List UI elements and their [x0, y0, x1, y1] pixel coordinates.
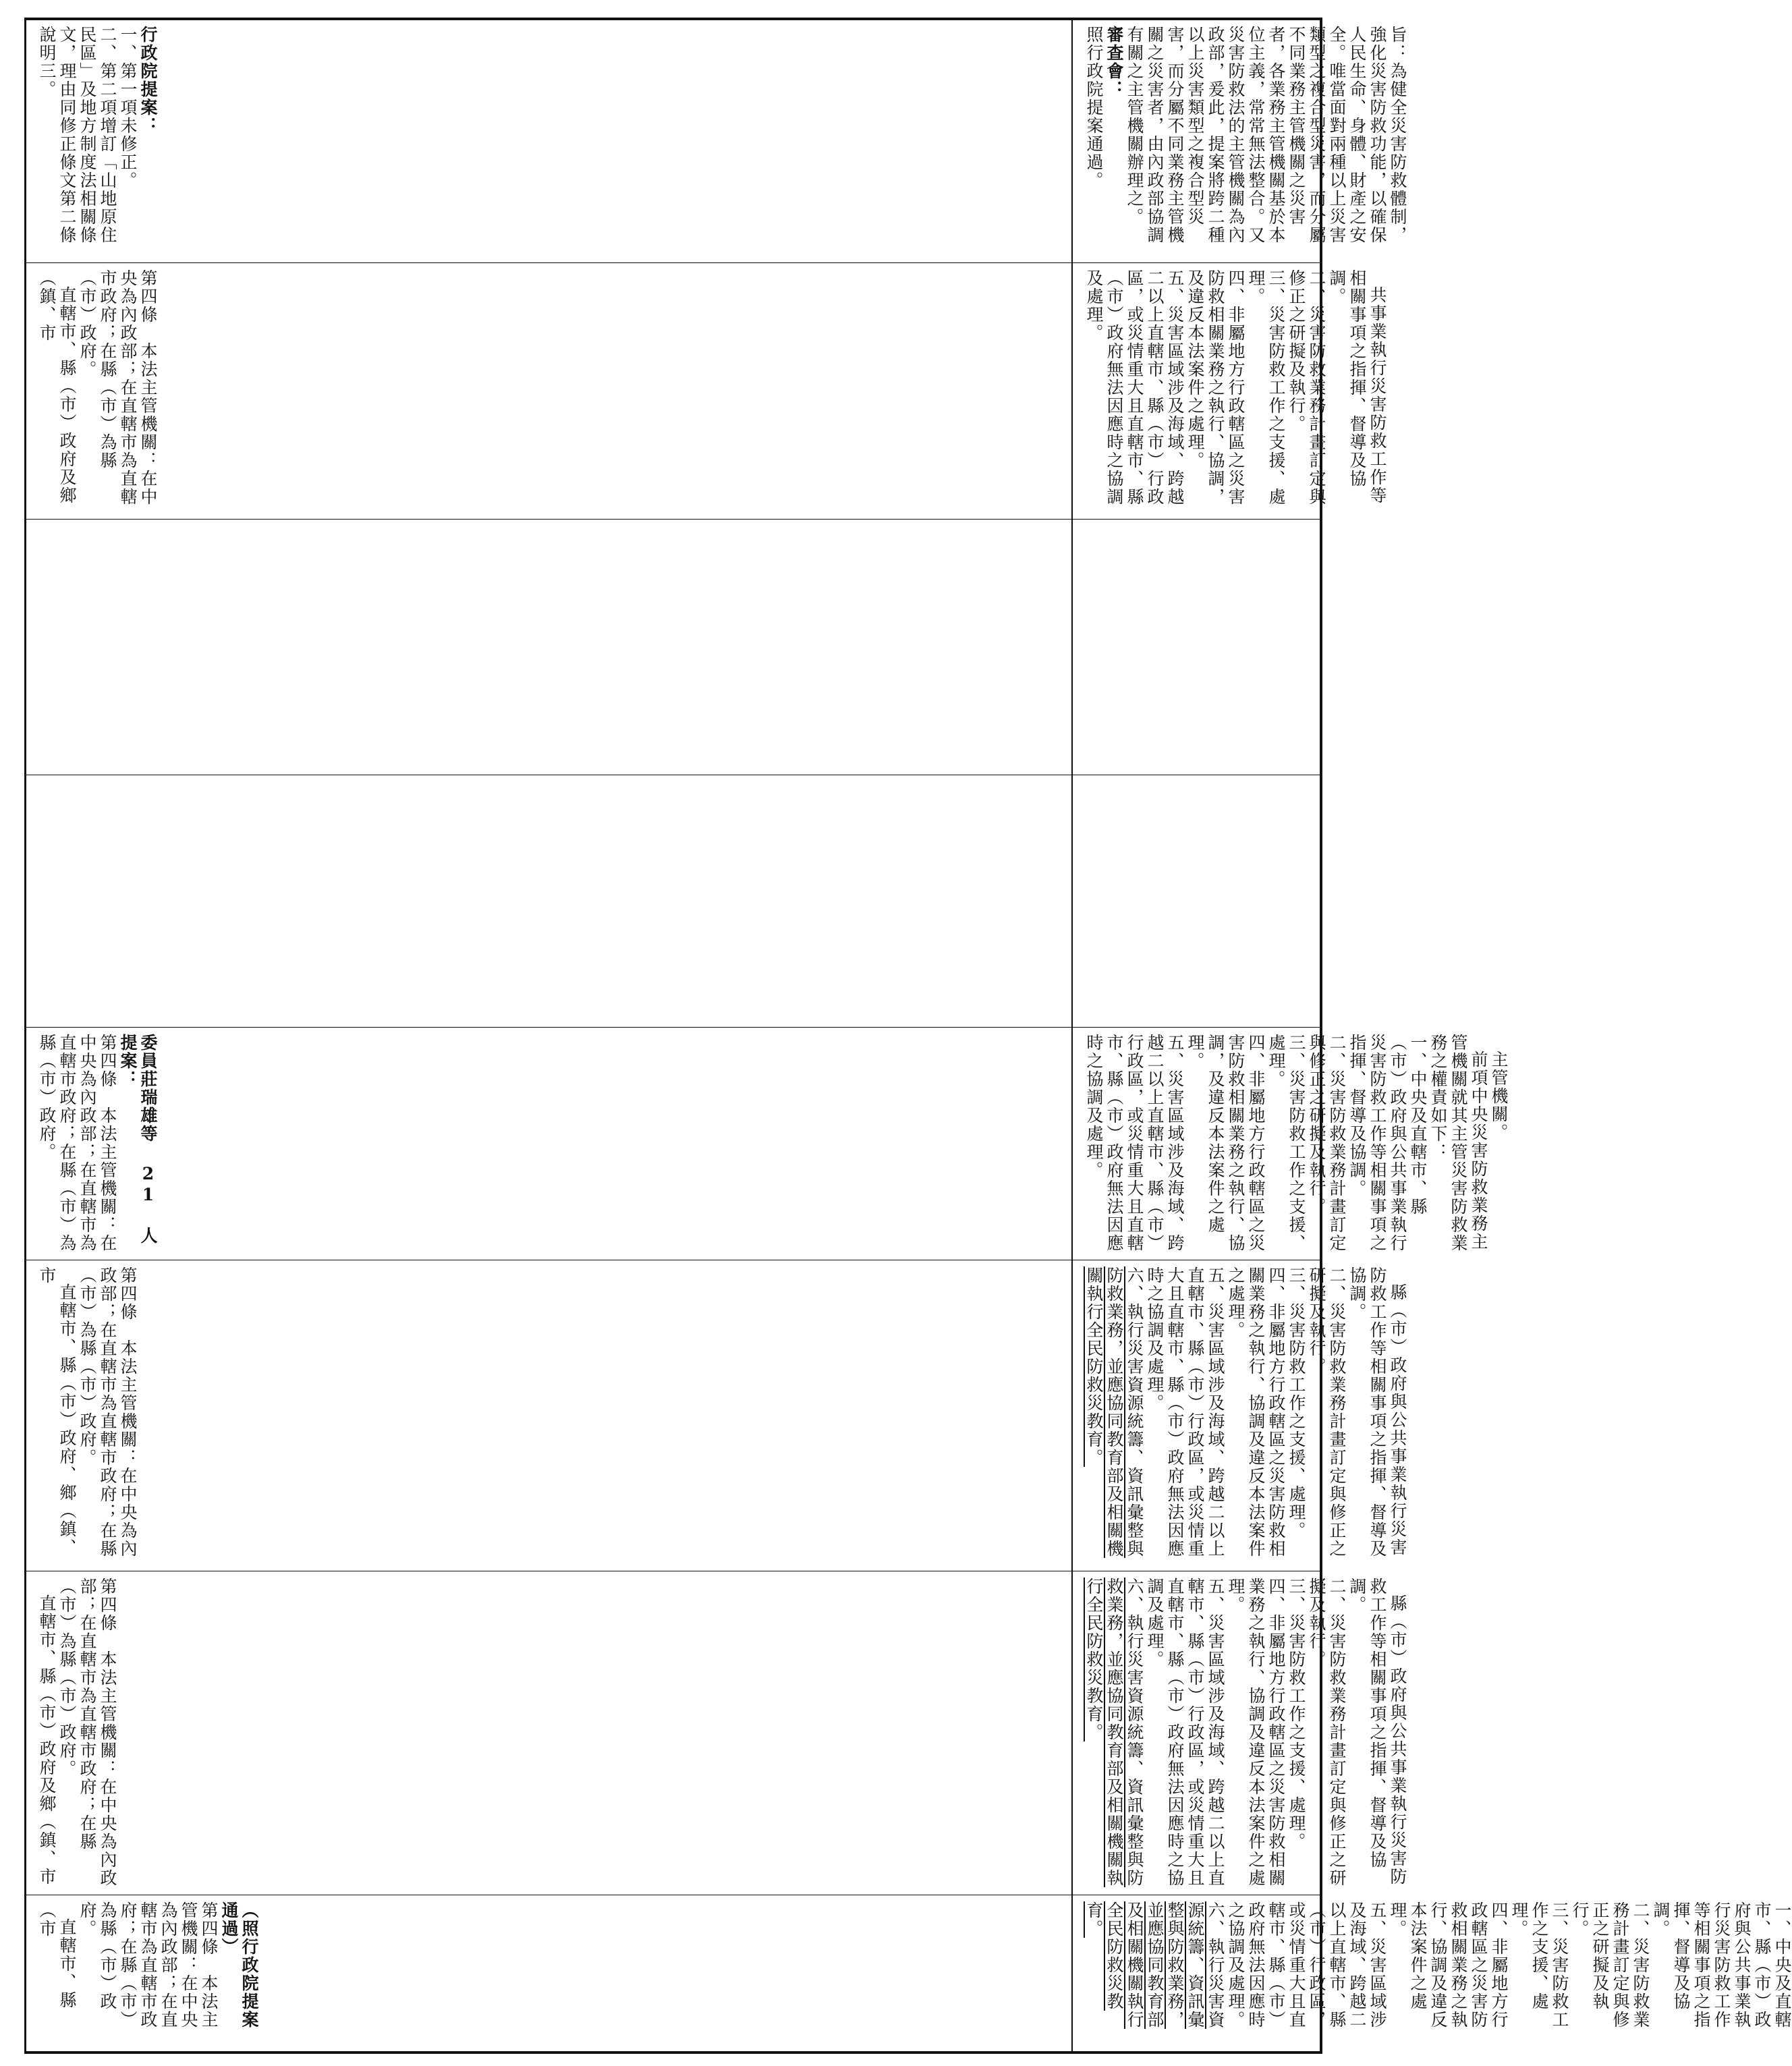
paragraph: 行政院提案：	[138, 26, 158, 135]
cell-text	[36, 269, 158, 512]
paragraph: 三、災害防救工作之支援、處理。	[1287, 1266, 1306, 1540]
paragraph: 二、災害防救業務計畫訂定與修正之研擬及執行。	[1570, 1901, 1650, 2029]
cell-row2-col-6	[36, 526, 1061, 768]
table-rule	[24, 18, 26, 2054]
cell-text	[1084, 1266, 1407, 1564]
paragraph: 三、災害防救工作之支援、處理。	[1266, 1034, 1306, 1252]
paragraph: 前項中央災害防救業務主管機關就其主管災害防救業務之權責如下：	[1428, 1034, 1488, 1252]
table-rule	[26, 1027, 1321, 1028]
paragraph: 五、災害區域涉及海域、跨越二以上直轄市、縣（市）行政區，或災情重大且直轄市、縣（市）政府無法因應時之協調及處理。	[1226, 1901, 1387, 2029]
paragraph: 五、災害區域涉及海域、跨越二以上直轄市、縣（市）行政區，或災情重大且直轄市、縣（市）政府無法因應時之協調及處理。	[1145, 1578, 1225, 1887]
paragraph: 二、災害防救業務計畫訂定與修正之研擬及執行。	[1307, 1034, 1347, 1252]
cell-text	[36, 1034, 158, 1253]
cell-row1-col-1	[1084, 1901, 1792, 2044]
paragraph: 第四條 本法主管機關：在中央為內政部；在直轄市為直轄市政府；在縣（市）為縣（市）政府。	[78, 1901, 219, 2029]
cell-row2-col-4	[36, 1034, 1061, 1253]
paragraph: 二、災害防救業務計畫訂定與修正之研擬及執行。	[1307, 1578, 1347, 1887]
paragraph: 五、災害區域涉及海域、跨越二以上直轄市、縣（市）行政區，或災情重大且直轄市、縣（市）政府無法因應時之協調及處理。	[1145, 1266, 1225, 1558]
cell-row1-col-6	[1084, 526, 1310, 768]
cell-row2-col-5	[36, 781, 1061, 1020]
paragraph: 四、非屬地方行政轄區之災害防救相關業務之執行、協調及違反本法案件之處理。	[1226, 1266, 1286, 1558]
paragraph: 縣（市）政府與公共事業執行災害防救工作等相關事項之指揮、督導及協調。	[1347, 1266, 1407, 1558]
paragraph: 二、第二項增訂「山地原住民區」及地方制度法相關條文，理由同修正條文第二條說明三。	[37, 26, 117, 244]
cell-row2-col-1	[36, 1901, 1061, 2044]
paragraph: 四、非屬地方行政轄區之災害防救相關業務之執行、協調，及違反本法案件之處理。	[1185, 269, 1245, 506]
paragraph: 五、災害區域涉及海域、跨越二以上直轄市、縣（市）行政區，或災情重大且直轄市、縣（市）政府無法因應時之協調及處理。	[1084, 269, 1185, 506]
paragraph: 第四條 本法主管機關：在中央為內政部；在直轄市為直轄市政府；在縣（市）為縣（市）政府。	[78, 1266, 138, 1558]
cell-text	[1084, 1034, 1509, 1253]
paragraph: 六、執行災害資源統籌、資訊彙整與防救業務，並應協同教育部及相關機關執行全民防救災教育。	[1084, 1901, 1225, 2029]
paragraph: 六、執行災害資源統籌、資訊彙整與防救業務，並應協同教育部及相關機關執行全民防救災教育。	[1084, 1266, 1144, 1558]
cell-row2-col-7	[36, 269, 1061, 512]
paragraph: 直轄市、縣（市）政府及鄉（鎮、市	[37, 1594, 57, 1886]
paragraph: 一、中央及直轄市、縣（市）政府與公共事業執行災害防救工作等相關事項之指揮、督導及協調。	[1651, 1901, 1792, 2029]
paragraph: 審查會：	[1104, 26, 1124, 99]
paragraph: 四、非屬地方行政轄區之災害防救相關業務之執行、協調，及違反本法案件之處理。	[1185, 1034, 1266, 1252]
paragraph: 直轄市、縣（市	[37, 1901, 77, 2009]
table-rule	[26, 519, 1321, 520]
paragraph: 縣（市）政府與公共事業執行災害防救工作等相關事項之指揮、督導及協調。	[1347, 1578, 1407, 1886]
paragraph: 六、執行災害資源統籌、資訊彙整與防救業務，並應協同教育部及相關機關執行全民防救災教育。	[1084, 1578, 1144, 1887]
cell-row1-col-3	[1084, 1266, 1407, 1564]
paragraph: 旨：為健全災害防救體制，強化災害防救功能，以確保人民生命、身體、財產之安全。唯當面對兩種以上災害類型之複合型災害，而分屬不同業務主管機關之災害者，各業務主管機關基於本位主義，常常無法整合。又災害防救法的主管機關為內政部，爰此，提案將跨二種以上災害類型之複合型災害，而分屬不同業務主管機關之災害者，由內政部協調有關之主管機關辦理之。	[1125, 26, 1407, 244]
paragraph: 五、災害區域涉及海域、跨越二以上直轄市、縣（市）行政區，或災情重大且直轄市、縣（市）政府無法因應時之協調及處理。	[1084, 1034, 1185, 1252]
paragraph: 三、災害防救工作之支援、處理。	[1287, 1578, 1306, 1851]
cell-text	[1084, 269, 1387, 512]
paragraph: 直轄市、縣（市）政府及鄉（鎮、市	[37, 269, 77, 505]
cell-text	[36, 1578, 117, 1888]
cell-text	[36, 26, 158, 256]
paragraph: 共事業執行災害防救工作等相關事項之指揮、督導及協調。	[1327, 269, 1387, 505]
paragraph: 委員莊瑞雄等 21 人提案：	[118, 1034, 158, 1245]
cell-text	[1084, 26, 1407, 256]
cell-row1-col-7	[1084, 269, 1387, 512]
paragraph: 二、災害防救業務計畫訂定與修正之研擬及執行。	[1287, 269, 1326, 506]
cell-row1-col-8	[1084, 26, 1407, 256]
cell-row2-col-2	[36, 1578, 1061, 1888]
paragraph: 三、災害防救工作之支援、處理。	[1246, 269, 1286, 506]
table-rule	[24, 18, 1322, 20]
cell-row2-col-8	[36, 26, 1061, 256]
paragraph: 四、非屬地方行政轄區之災害防救相關業務之執行、協調及違反本法案件之處理。	[1226, 1578, 1286, 1887]
cell-row1-col-2	[1084, 1578, 1407, 1888]
table-rule	[24, 2051, 1322, 2054]
paragraph: 一、中央及直轄市、縣（市）政府與公共事業執行災害防救工作等相關事項之指揮、督導及協調。	[1347, 1034, 1428, 1252]
cell-text	[36, 1901, 259, 2044]
cell-row1-col-5	[1084, 781, 1310, 1020]
cell-row2-col-3	[36, 1266, 1061, 1564]
paragraph: 四、非屬地方行政轄區之災害防救相關業務之執行、協調及違反本法案件之處理。	[1388, 1901, 1509, 2029]
cell-text	[36, 1266, 138, 1564]
paragraph: （照行政院提案通過）	[219, 1901, 259, 2029]
paragraph: 一、第一項未修正。	[118, 26, 138, 190]
cell-text	[1084, 1578, 1407, 1888]
paragraph: 第四條 本法主管機關：在中央為內政部；在直轄市為直轄市政府；在縣（市）為縣（市）政府。	[78, 269, 158, 506]
paragraph: 主管機關。	[1489, 1051, 1509, 1142]
paragraph: 第四條 本法主管機關：在中央為內政部；在直轄市為直轄市政府；在縣（市）為縣（市）政府。	[37, 1034, 117, 1252]
paragraph: 二、災害防救業務計畫訂定與修正之研擬及執行。	[1307, 1266, 1347, 1558]
table-rule	[26, 262, 1321, 263]
paragraph: 三、災害防救工作之支援、處理。	[1509, 1901, 1569, 2029]
paragraph: 第四條 本法主管機關：在中央為內政部；在直轄市為直轄市政府；在縣（市）為縣（市）政府。	[57, 1578, 117, 1887]
paragraph: 照行政院提案通過。	[1084, 26, 1104, 190]
cell-row1-col-4	[1084, 1034, 1509, 1253]
paragraph: 直轄市、縣（市）政府、鄉（鎮、市	[37, 1266, 77, 1557]
table-rule	[1071, 18, 1073, 2054]
cell-text	[1084, 1901, 1792, 2044]
